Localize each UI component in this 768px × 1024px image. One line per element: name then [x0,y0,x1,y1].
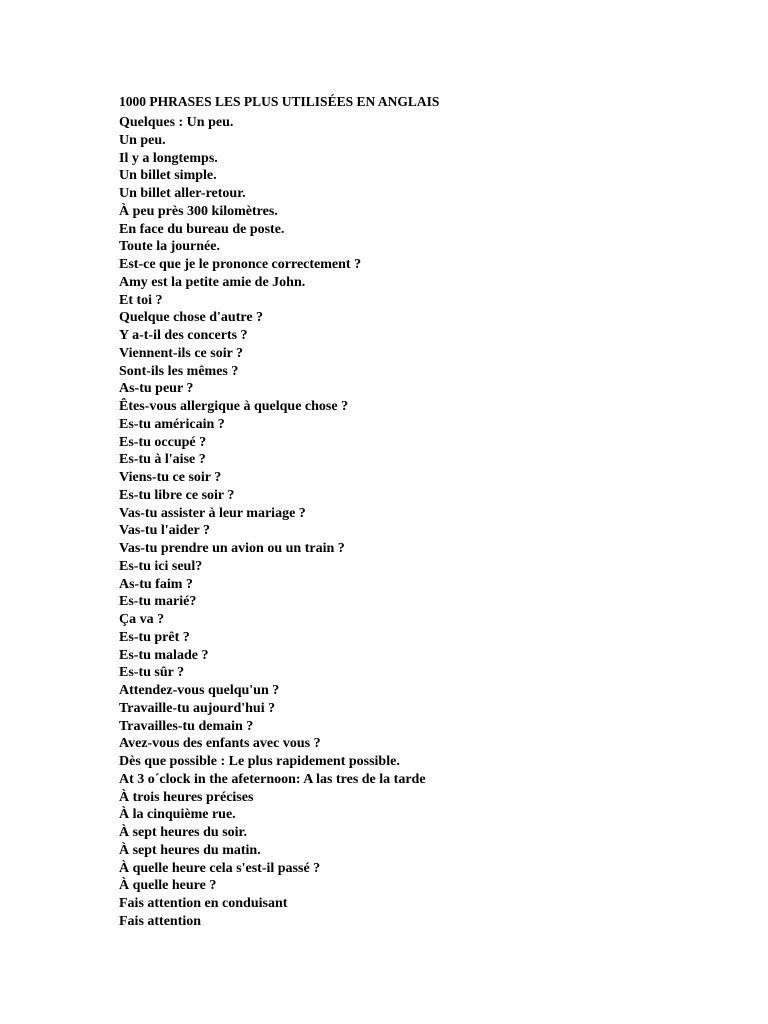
phrase-line: Es-tu malade ? [119,647,209,663]
phrase-line: Es-tu américain ? [119,416,225,432]
phrase-line: Un billet aller-retour. [119,186,246,201]
phrase-line: Es-tu occupé ? [119,434,207,450]
phrase-line: À peu près 300 kilomètres. [119,203,278,219]
phrase-line: Es-tu sûr ? [119,665,185,681]
phrase-line: Dès que possible : Le plus rapidement possible. [119,754,400,769]
phrase-line: Viennent-ils ce soir ? [119,345,244,361]
phrase-line: Es-tu marié? [119,594,197,610]
phrase-line: À sept heures du soir. [119,825,247,840]
phrase-line: Un peu. [119,132,166,148]
phrase-line: À quelle heure ? [119,878,217,894]
phrase-line: Vas-tu l'aider ? [119,523,211,539]
phrase-line: Ça va ? [119,612,165,627]
phrase-line: En face du bureau de poste. [119,221,285,237]
phrase-line: Et toi ? [119,292,163,308]
phrase-list [119,114,719,931]
phrase-line: À quelle heure cela s'est-il passé ? [119,860,321,876]
phrase-line: Quelque chose d'autre ? [119,310,264,326]
phrase-line: Est-ce que je le prononce correctement ? [119,257,362,272]
document-title: 1000 PHRASES LES PLUS UTILISÉES EN ANGLAIS [119,94,440,109]
phrase-line: Toute la journée. [119,239,220,255]
phrase-line: Es-tu libre ce soir ? [119,487,235,503]
phrase-line: Quelques : Un peu. [119,115,234,130]
phrase-line: Fais attention [119,913,202,929]
phrase-line: Sont-ils les mêmes ? [119,363,239,379]
phrase-line: Amy est la petite amie de John. [119,274,306,290]
phrase-line: Vas-tu assister à leur mariage ? [119,505,306,521]
phrase-line: At 3 o´clock in the afeternoon: A las tres de la tarde [119,771,426,787]
phrase-line: Es-tu à l'aise ? [119,452,206,468]
phrase-line: Es-tu ici seul? [119,558,203,574]
phrase-line: Il y a longtemps. [119,150,218,166]
phrase-line: Attendez-vous quelqu'un ? [119,683,280,698]
phrase-line: À la cinquième rue. [119,807,236,823]
phrase-line: Es-tu prêt ? [119,629,190,645]
phrase-line: As-tu peur ? [119,381,194,397]
document-body [119,93,719,931]
phrase-line: Vas-tu prendre un avion ou un train ? [119,541,345,556]
phrase-line: Y a-t-il des concerts ? [119,328,248,343]
phrase-line: À sept heures du matin. [119,842,261,858]
phrase-line: Avez-vous des enfants avec vous ? [119,736,321,752]
phrase-line: Viens-tu ce soir ? [119,470,222,485]
phrase-line: As-tu faim ? [119,576,193,592]
phrase-line: Un billet simple. [119,168,217,184]
phrase-line: Travailles-tu demain ? [119,718,254,734]
phrase-line: Travaille-tu aujourd'hui ? [119,700,276,716]
phrase-line: Fais attention en conduisant [119,896,288,911]
phrase-line: Êtes-vous allergique à quelque chose ? [119,399,349,414]
phrase-line: À trois heures précises [119,789,254,805]
